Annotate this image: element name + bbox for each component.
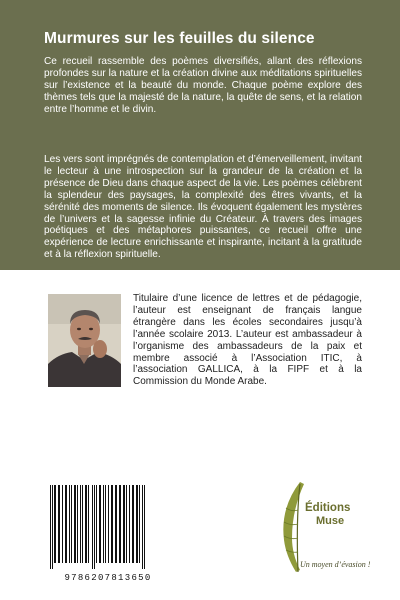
barcode-bar bbox=[123, 485, 125, 563]
barcode-bar bbox=[136, 485, 138, 563]
author-bio: Titulaire d’une licence de lettres et de pédagogie, l’auteur est enseignant de français langue étrangère dans les écoles secondaires jusqu’à l’année scolaire 2013. L’auteur est ambassadeur à l’organisme des ambassadeurs de la paix et membre associé à l’Association ITIC, à l’association GALLICA, à la FIPF et à la Commission du Monde Arabe. bbox=[133, 293, 362, 388]
barcode-bar bbox=[126, 485, 127, 563]
barcode-bar bbox=[115, 485, 117, 563]
barcode-bar bbox=[74, 485, 76, 563]
barcode-bar bbox=[50, 485, 51, 569]
barcode-bar bbox=[139, 485, 140, 563]
barcode-bar bbox=[69, 485, 70, 563]
barcode-bar bbox=[80, 485, 81, 563]
barcode-bar bbox=[99, 485, 101, 563]
barcode-bar bbox=[54, 485, 56, 563]
synopsis-paragraph-1: Ce recueil rassemble des poèmes diversifiés, allant des réflexions profondes sur la nature et la création divine aux méditations spirituelles sur l’existence et la beauté du monde. Chaque poème explore des thèmes tels que la majesté de la nature, la quête de sens, et la relation entre l’homme et le divin. bbox=[44, 56, 362, 115]
barcode-bar bbox=[94, 485, 95, 569]
barcode-bar bbox=[82, 485, 83, 563]
barcode-bar bbox=[88, 485, 89, 563]
barcode-bar bbox=[105, 485, 106, 563]
barcode-bar bbox=[62, 485, 63, 563]
barcode-bar bbox=[65, 485, 67, 563]
barcode-bar bbox=[52, 485, 53, 569]
publisher-name: Éditions bbox=[305, 502, 351, 514]
synopsis-paragraph-2: Les vers sont imprégnés de contemplation et d’émerveillement, invitant le lecteur à une introspection sur la grandeur de la création et la présence de Dieu dans chaque aspect de la vie. Les poèmes célèbrent la splendeur des paysages, la complexité des êtres vivants, et la sérénité des moments de silence. Ils évoquent également les mystères de l’univers et la sagesse infinie du Créateur. À travers des images poétiques et des métaphores puissantes, ce recueil offre une expérience de lecture enrichissante et inspirante, incitant à la gratitude et à la réflexion spirituelle. bbox=[44, 154, 362, 261]
barcode-bar bbox=[129, 485, 130, 563]
barcode-bar bbox=[111, 485, 113, 563]
barcode-bar bbox=[103, 485, 104, 563]
barcode-bar bbox=[144, 485, 145, 569]
barcode-bar bbox=[132, 485, 134, 563]
barcode-bar bbox=[58, 485, 60, 563]
author-photo bbox=[48, 294, 121, 387]
isbn-number: 9786207813650 bbox=[64, 573, 152, 583]
barcode-bar bbox=[142, 485, 143, 569]
synopsis-panel bbox=[0, 0, 400, 270]
barcode-bar bbox=[77, 485, 78, 563]
publisher-name-2: Muse bbox=[316, 515, 345, 527]
barcode-bar bbox=[96, 485, 97, 563]
barcode-bar bbox=[92, 485, 93, 569]
barcode-bar bbox=[108, 485, 109, 563]
barcode-bar bbox=[71, 485, 72, 563]
isbn-barcode bbox=[44, 483, 172, 575]
barcode-bar bbox=[85, 485, 87, 563]
barcode-bar bbox=[119, 485, 121, 563]
book-title: Murmures sur les feuilles du silence bbox=[44, 30, 315, 47]
publisher-tagline: Un moyen d’évasion ! bbox=[300, 560, 371, 569]
